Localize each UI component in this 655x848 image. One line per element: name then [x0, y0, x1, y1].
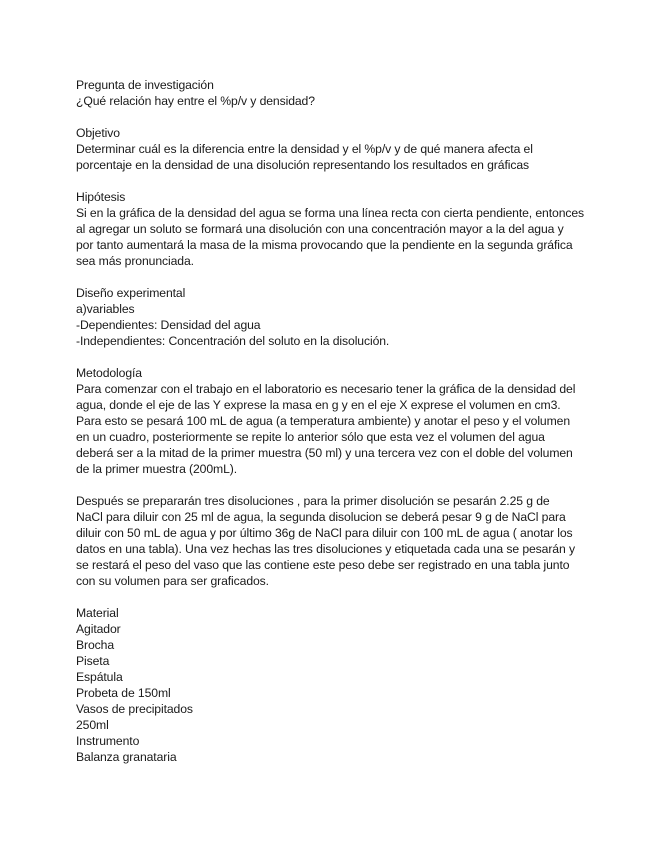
text-line: Para esto se pesará 100 mL de agua (a temperatura ambiente) y anotar el peso y el volumen	[76, 414, 571, 428]
material-item: Vasos de precipitados	[76, 702, 193, 716]
text-line: por tanto aumentará la masa de la misma provocando que la pendiente en la segunda gráfica	[76, 238, 573, 252]
text-line: diluir con 50 mL de agua y por último 36g de NaCl para diluir con 100 mL de agua ( anotar los	[76, 526, 573, 540]
text-line: Para comenzar con el trabajo en el laboratorio es necesario tener la gráfica de la densidad del	[76, 382, 576, 396]
material-item: Agitador	[76, 622, 121, 636]
text-line: a)variables	[76, 302, 135, 316]
text-line: ¿Qué relación hay entre el %p/v y densidad?	[76, 94, 315, 108]
paragraph-2	[76, 493, 585, 589]
section-hipotesis	[76, 189, 585, 269]
section-material	[76, 605, 585, 765]
material-item: Balanza granataria	[76, 750, 177, 764]
material-item: Probeta de 150ml	[76, 686, 171, 700]
section-title: Metodología	[76, 366, 142, 380]
text-line: -Independientes: Concentración del soluto en la disolución.	[76, 334, 390, 348]
text-line: Después se prepararán tres disoluciones , para la primer disolución se pesarán 2.25 g de	[76, 494, 550, 508]
text-line: Si en la gráfica de la densidad del agua se forma una línea recta con cierta pendiente, entonces	[76, 206, 585, 220]
section-metodologia	[76, 365, 585, 589]
text-line: al agregar un soluto se formará una disolución con una concentración mayor a la del agua y	[76, 222, 564, 236]
text-line: se restará el peso del vaso que las contiene este peso debe ser registrado en una tabla junto	[76, 558, 570, 572]
section-pregunta	[76, 77, 585, 109]
text-line: porcentaje en la densidad de una disolución representando los resultados en gráficas	[76, 158, 530, 172]
material-item: 250ml	[76, 718, 109, 732]
paragraph-1	[76, 381, 585, 477]
section-title: Objetivo	[76, 126, 120, 140]
text-line: agua, donde el eje de las Y exprese la masa en g y en el eje X exprese el volumen en cm3.	[76, 398, 561, 412]
material-item: Espátula	[76, 670, 123, 684]
text-line: datos en una tabla). Una vez hechas las tres disoluciones y etiquetada cada una se pesarán y	[76, 542, 575, 556]
text-line: sea más pronunciada.	[76, 254, 194, 268]
text-line: de la primer muestra (200mL).	[76, 462, 238, 476]
text-line: con su volumen para ser graficados.	[76, 574, 269, 588]
section-diseno	[76, 285, 585, 349]
material-item: Piseta	[76, 654, 110, 668]
text-line: Determinar cuál es la diferencia entre la densidad y el %p/v y de qué manera afecta el	[76, 142, 533, 156]
section-title: Diseño experimental	[76, 286, 186, 300]
text-line: deberá ser a la mitad de la primer muestra (50 ml) y una tercera vez con el doble del volumen	[76, 446, 573, 460]
text-line: -Dependientes: Densidad del agua	[76, 318, 261, 332]
section-title: Hipótesis	[76, 190, 126, 204]
section-title: Pregunta de investigación	[76, 78, 214, 92]
material-item: Instrumento	[76, 734, 140, 748]
section-objetivo	[76, 125, 585, 173]
section-title: Material	[76, 606, 119, 620]
text-line: NaCl para diluir con 25 ml de agua, la segunda disolucion se deberá pesar 9 g de NaCl para	[76, 510, 566, 524]
material-item: Brocha	[76, 638, 115, 652]
text-line: en un cuadro, posteriormente se repite lo anterior sólo que esta vez el volumen del agua	[76, 430, 545, 444]
